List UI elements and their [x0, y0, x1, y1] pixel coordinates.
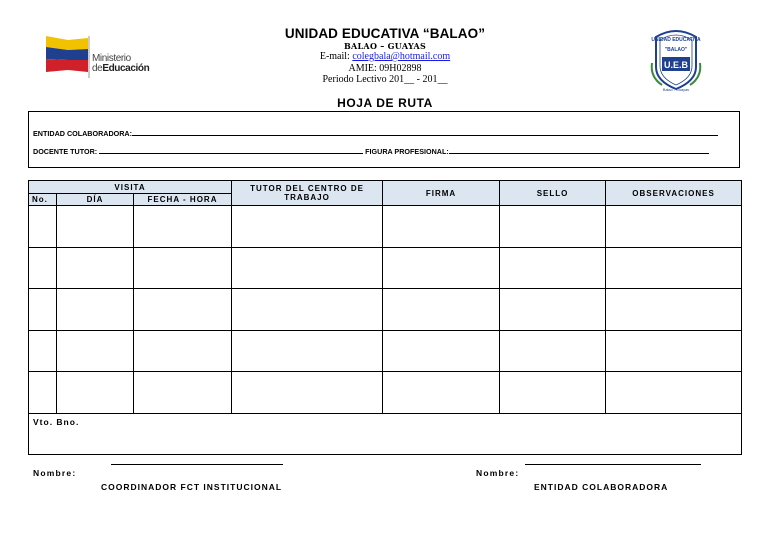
cell[interactable]	[232, 289, 383, 331]
cell[interactable]	[29, 247, 57, 289]
info-box	[28, 111, 740, 168]
cell[interactable]	[134, 330, 232, 372]
ministry-line2-b: Educación	[102, 63, 150, 74]
amie-code: AMIE: 09H02898	[348, 63, 422, 74]
cell[interactable]	[500, 330, 606, 372]
cell[interactable]	[134, 247, 232, 289]
docente-field[interactable]	[99, 146, 363, 154]
cell[interactable]	[232, 206, 383, 248]
cell[interactable]	[29, 289, 57, 331]
cell[interactable]	[232, 330, 383, 372]
cell[interactable]	[29, 330, 57, 372]
cell[interactable]	[500, 289, 606, 331]
figura-field[interactable]	[449, 146, 709, 154]
emblem-bottom-text: Balao - Guayas	[662, 88, 690, 92]
document-title: HOJA DE RUTA	[337, 96, 433, 110]
school-emblem	[648, 27, 704, 93]
ministry-line2-a: de	[92, 63, 103, 74]
ministry-line1: Ministerio	[92, 53, 131, 64]
cell[interactable]	[383, 372, 500, 414]
cell[interactable]	[232, 247, 383, 289]
dia-header: DÍA	[57, 194, 134, 206]
fecha-hora-header: FECHA - HORA	[134, 194, 232, 206]
docente-line	[33, 146, 709, 156]
entidad-line	[33, 128, 718, 138]
table-row	[29, 289, 742, 331]
cell[interactable]	[29, 372, 57, 414]
cell[interactable]	[134, 206, 232, 248]
cell[interactable]	[57, 206, 134, 248]
signature-line-right[interactable]	[525, 464, 701, 465]
cell[interactable]	[606, 330, 742, 372]
nombre-left-label: Nombre:	[33, 467, 77, 478]
emblem-top-text: UNIDAD EDUCATIVA	[651, 37, 701, 43]
cell[interactable]	[134, 289, 232, 331]
school-period: Periodo Lectivo 201__ - 201__	[322, 74, 448, 85]
cell[interactable]	[29, 206, 57, 248]
school-location: BALAO – GUAYAS	[343, 41, 427, 51]
sello-header: SELLO	[500, 181, 606, 206]
email-line	[240, 51, 530, 62]
cell[interactable]	[606, 289, 742, 331]
school-emblem-icon	[648, 27, 704, 93]
visita-header: VISITA	[29, 181, 232, 194]
cell[interactable]	[57, 247, 134, 289]
vto-bno-label: Vto. Bno.	[33, 416, 80, 427]
firma-header: FIRMA	[383, 181, 500, 206]
docente-label: DOCENTE TUTOR:	[33, 147, 98, 156]
coordinator-role: COORDINADOR FCT INSTITUCIONAL	[101, 481, 283, 492]
cell[interactable]	[383, 330, 500, 372]
cell[interactable]	[606, 372, 742, 414]
cell[interactable]	[57, 289, 134, 331]
table-row	[29, 206, 742, 248]
entidad-field[interactable]	[132, 128, 718, 136]
signature-line-left[interactable]	[111, 464, 283, 465]
email-label: E-mail:	[319, 51, 353, 62]
cell[interactable]	[500, 247, 606, 289]
cell[interactable]	[232, 372, 383, 414]
route-table	[28, 180, 742, 492]
cell[interactable]	[383, 289, 500, 331]
email-link[interactable]: colegbala@hotmail.com	[352, 51, 451, 62]
cell[interactable]	[500, 372, 606, 414]
emblem-sub-text: "BALAO"	[664, 47, 688, 53]
cell[interactable]	[134, 372, 232, 414]
observaciones-header: OBSERVACIONES	[606, 181, 742, 206]
emblem-center: U.E.B	[663, 60, 689, 70]
ministerio-logo	[42, 32, 152, 84]
table-row	[29, 247, 742, 289]
table-row	[29, 330, 742, 372]
nombre-right-label: Nombre:	[476, 467, 520, 478]
school-name: UNIDAD EDUCATIVA “BALAO”	[284, 26, 486, 41]
cell[interactable]	[383, 206, 500, 248]
cell[interactable]	[606, 247, 742, 289]
no-header: No.	[29, 194, 57, 206]
table-row	[29, 372, 742, 414]
signature-area	[29, 413, 742, 492]
entidad-role: ENTIDAD COLABORADORA	[534, 481, 669, 492]
cell[interactable]	[57, 372, 134, 414]
cell[interactable]	[500, 206, 606, 248]
cell[interactable]	[57, 330, 134, 372]
cell[interactable]	[383, 247, 500, 289]
entidad-label: ENTIDAD COLABORADORA:	[33, 129, 133, 138]
tutor-header: TUTOR DEL CENTRO DE TRABAJO	[232, 181, 383, 206]
figura-label: FIGURA PROFESIONAL:	[365, 147, 449, 156]
cell[interactable]	[606, 206, 742, 248]
